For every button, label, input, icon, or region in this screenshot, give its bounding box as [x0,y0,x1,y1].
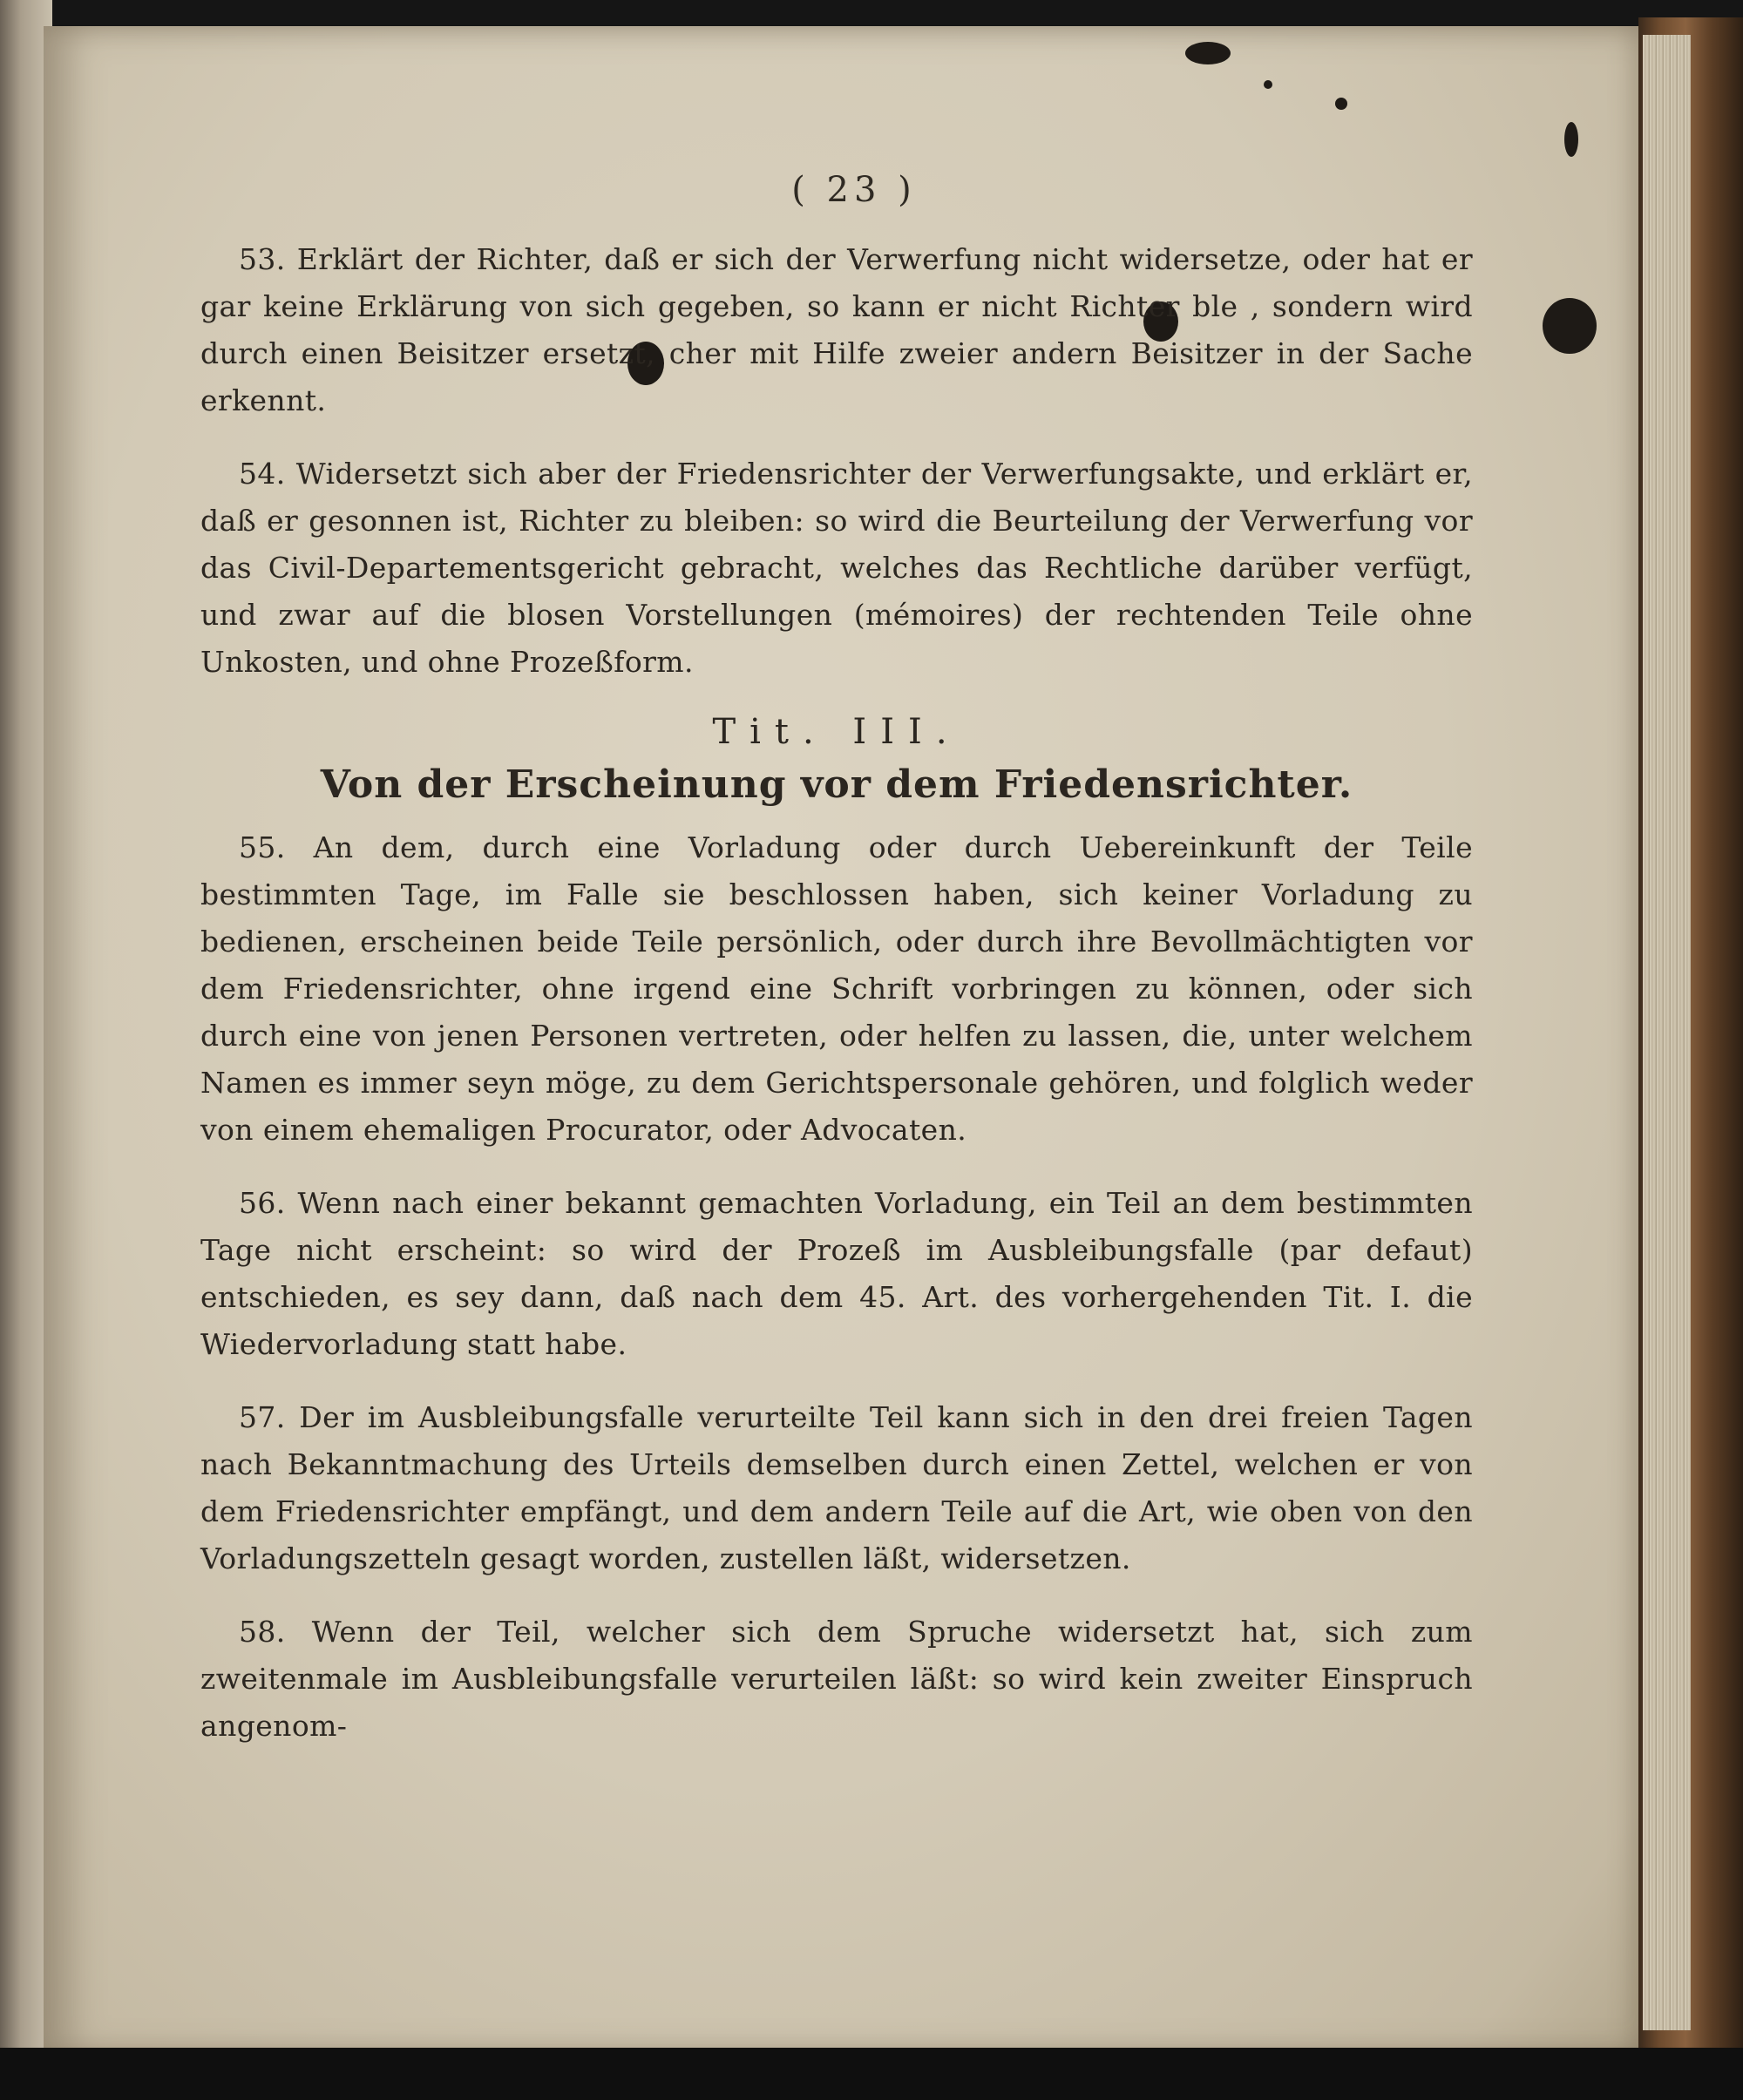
paragraph-53: 53. Erklärt der Richter, daß er sich der Verwerfung nicht widersetze, oder hat er gar keine Erklärung von sich gegeben, so kann er nicht Richter ble , sondern wird durch einen Beisitzer ersetzt, cher mit Hilfe zweier andern Beisitzer in der Sache erkennt. [200,242,1473,417]
title-heading: Von der Erscheinung vor dem Friedensrichter. [320,762,1353,807]
ink-blot [1335,98,1347,110]
page-number: ( 23 ) [791,170,917,210]
ink-blot [1543,298,1597,354]
section-title [200,712,1473,807]
book-page [44,26,1638,2056]
ink-blot [1185,42,1231,64]
ink-blot [1564,122,1578,157]
paragraph-57: 57. Der im Ausbleibungsfalle verurteilte Teil kann sich in den drei freien Tagen nach Bekanntmachung des Urteils demselben durch einen Zettel, welchen er von dem Friedensrichter empfängt, und dem andern Teile auf die Art, wie oben von den Vorladungszetteln gesagt worden, zustellen läßt, widersetzen. [200,1400,1473,1575]
paragraph-55: 55. An dem, durch eine Vorladung oder durch Uebereinkunft der Teile bestimmten Tage, im Falle sie beschlossen haben, sich keiner Vorladung zu bedienen, erscheinen beide Teile persönlich, oder durch ihre Bevollmächtigten vor dem Friedensrichter, ohne irgend eine Schrift vorbringen zu können, oder sich durch eine von jenen Personen vertreten, oder helfen zu lassen, die, unter welchem Namen es immer seyn möge, zu dem Gerichtspersonale gehören, und folglich weder von einem ehemaligen Procurator, oder Advocaten. [200,830,1473,1147]
title-label: Tit. III. [712,712,961,752]
scan-bottom-border [0,2048,1743,2100]
paragraph-56: 56. Wenn nach einer bekannt gemachten Vorladung, ein Teil an dem bestimmten Tage nicht erscheint: so wird der Prozeß im Ausbleibungsfalle (par defaut) entschieden, es sey dann, daß nach dem 45. Art. des vorhergehenden Tit. I. die Wiedervorladung statt habe. [200,1186,1473,1361]
paragraph-58: 58. Wenn der Teil, welcher sich dem Spruche widersetzt hat, sich zum zweitenmale im Ausbleibungsfalle verurteilen läßt: so wird kein zweiter Einspruch angenom- [200,1615,1473,1743]
page-stack-edge [1643,35,1691,2030]
paragraph-54: 54. Widersetzt sich aber der Friedensrichter der Verwerfungsakte, und erklärt er, daß er gesonnen ist, Richter zu bleiben: so wird die Beurteilung der Verwerfung vor das Civil-Departementsgericht gebracht, welches das Rechtliche darüber verfügt, und zwar auf die blosen Vorstellungen (mémoires) der rechtenden Teile ohne Unkosten, und ohne Prozeßform. [200,457,1473,679]
page-text-area [200,170,1473,1776]
ink-blot [1264,80,1272,89]
